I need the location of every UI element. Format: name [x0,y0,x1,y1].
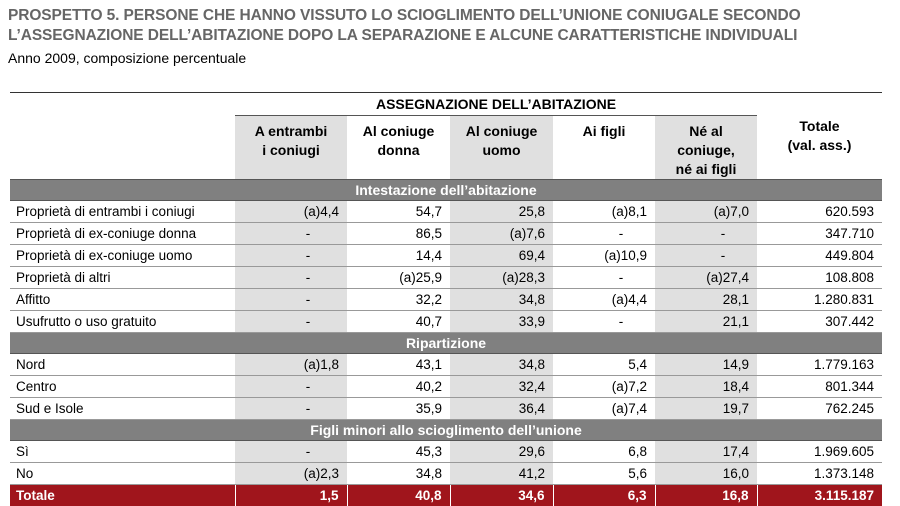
total-cell: 40,8 [347,485,450,506]
cell: 1.779.163 [757,354,882,376]
cell: - [655,223,757,245]
cell: 5,6 [553,463,655,485]
cell: - [235,441,347,463]
cell: 21,1 [655,311,757,333]
cell: (a)7,4 [553,398,655,420]
cell: - [235,289,347,311]
cell: 29,6 [450,441,553,463]
cell: 620.593 [757,201,882,223]
table-row [10,289,882,311]
total-cell: 6,3 [553,485,655,506]
table-row [10,463,882,485]
title-line-1: PROSPETTO 5. PERSONE CHE HANNO VISSUTO LO SCIOGLIMENTO DELL’UNIONE CONIUGALE SECONDO [8,6,893,26]
cell: (a)25,9 [347,267,450,289]
report-title [8,6,893,46]
table-row [10,311,882,333]
col-header-line: Ai figli [559,122,649,141]
cell: - [553,311,655,333]
cell: (a)7,2 [553,376,655,398]
cell: 1.373.148 [757,463,882,485]
row-label: Proprietà di ex-coniuge donna [10,223,235,245]
title-line-2: L’ASSEGNAZIONE DELL’ABITAZIONE DOPO LA SEPARAZIONE E ALCUNE CARATTERISTICHE INDIVIDUALI [8,26,893,46]
cell: 14,9 [655,354,757,376]
cell: 449.804 [757,245,882,267]
cell: 40,7 [347,311,450,333]
col-header-line: i coniugi [241,141,341,160]
cell: (a)7,6 [450,223,553,245]
table-row [10,267,882,289]
col-header-uomo [450,116,553,180]
cell: - [235,245,347,267]
cell: (a)1,8 [235,354,347,376]
cell: (a)2,3 [235,463,347,485]
cell: - [655,245,757,267]
row-label: Centro [10,376,235,398]
cell: 36,4 [450,398,553,420]
cell: 69,4 [450,245,553,267]
cell: 19,7 [655,398,757,420]
cell: (a)27,4 [655,267,757,289]
cell: 1.280.831 [757,289,882,311]
cell: - [553,267,655,289]
col-header-entrambi [235,116,347,180]
section-header: Figli minori allo scioglimento dell’unione [10,420,882,441]
cell: (a)7,0 [655,201,757,223]
cell: 25,8 [450,201,553,223]
table-row [10,354,882,376]
row-label: Proprietà di entrambi i coniugi [10,201,235,223]
cell: 17,4 [655,441,757,463]
total-cell: 34,6 [450,485,553,506]
cell: 33,9 [450,311,553,333]
cell: - [235,223,347,245]
row-label: Affitto [10,289,235,311]
total-cell: 3.115.187 [757,485,882,506]
cell: 28,1 [655,289,757,311]
cell: 34,8 [347,463,450,485]
cell: 18,4 [655,376,757,398]
report-subtitle: Anno 2009, composizione percentuale [8,50,246,66]
cell: - [235,267,347,289]
cell: - [235,311,347,333]
cell: (a)10,9 [553,245,655,267]
cell: 54,7 [347,201,450,223]
cell: 34,8 [450,354,553,376]
total-cell: 16,8 [655,485,757,506]
section-header: Intestazione dell’abitazione [10,180,882,201]
row-label: Sì [10,441,235,463]
col-header-line: né ai figli [661,160,751,179]
col-header-ne [655,116,757,180]
cell: 14,4 [347,245,450,267]
col-header-line: Al coniuge [353,122,444,141]
table-row [10,245,882,267]
col-header-line: uomo [456,141,547,160]
cell: 801.344 [757,376,882,398]
cell: 108.808 [757,267,882,289]
row-label: Sud e Isole [10,398,235,420]
table-row [10,441,882,463]
cell: 45,3 [347,441,450,463]
cell: 32,4 [450,376,553,398]
row-label: Nord [10,354,235,376]
col-header-totale [757,93,882,180]
cell: 34,8 [450,289,553,311]
col-header-line: (val. ass.) [763,136,876,155]
cell: 307.442 [757,311,882,333]
section-header: Ripartizione [10,333,882,354]
row-label: No [10,463,235,485]
table-row [10,376,882,398]
cell: 5,4 [553,354,655,376]
cell: (a)8,1 [553,201,655,223]
table-row [10,398,882,420]
cell: (a)4,4 [553,289,655,311]
table-row [10,201,882,223]
cell: 35,9 [347,398,450,420]
col-header-line: donna [353,141,444,160]
row-label: Proprietà di altri [10,267,235,289]
group-header: ASSEGNAZIONE DELL’ABITAZIONE [235,93,757,116]
cell: 6,8 [553,441,655,463]
total-row [10,485,882,506]
row-label: Usufrutto o uso gratuito [10,311,235,333]
row-label: Proprietà di ex-coniuge uomo [10,245,235,267]
cell: 762.245 [757,398,882,420]
col-header-line: Al coniuge [456,122,547,141]
cell: 86,5 [347,223,450,245]
cell: 347.710 [757,223,882,245]
cell: (a)28,3 [450,267,553,289]
col-header-line: Né al [661,122,751,141]
total-label: Totale [10,485,235,506]
cell: - [235,376,347,398]
header-empty-cell [10,93,235,180]
data-table [10,92,882,506]
cell: 41,2 [450,463,553,485]
total-cell: 1,5 [235,485,347,506]
col-header-line: coniuge, [661,141,751,160]
cell: (a)4,4 [235,201,347,223]
cell: 32,2 [347,289,450,311]
col-header-figli [553,116,655,180]
cell: - [553,223,655,245]
cell: 1.969.605 [757,441,882,463]
cell: 43,1 [347,354,450,376]
col-header-donna [347,116,450,180]
cell: 16,0 [655,463,757,485]
cell: - [235,398,347,420]
col-header-line: Totale [763,117,876,136]
col-header-line: A entrambi [241,122,341,141]
table-row [10,223,882,245]
cell: 40,2 [347,376,450,398]
